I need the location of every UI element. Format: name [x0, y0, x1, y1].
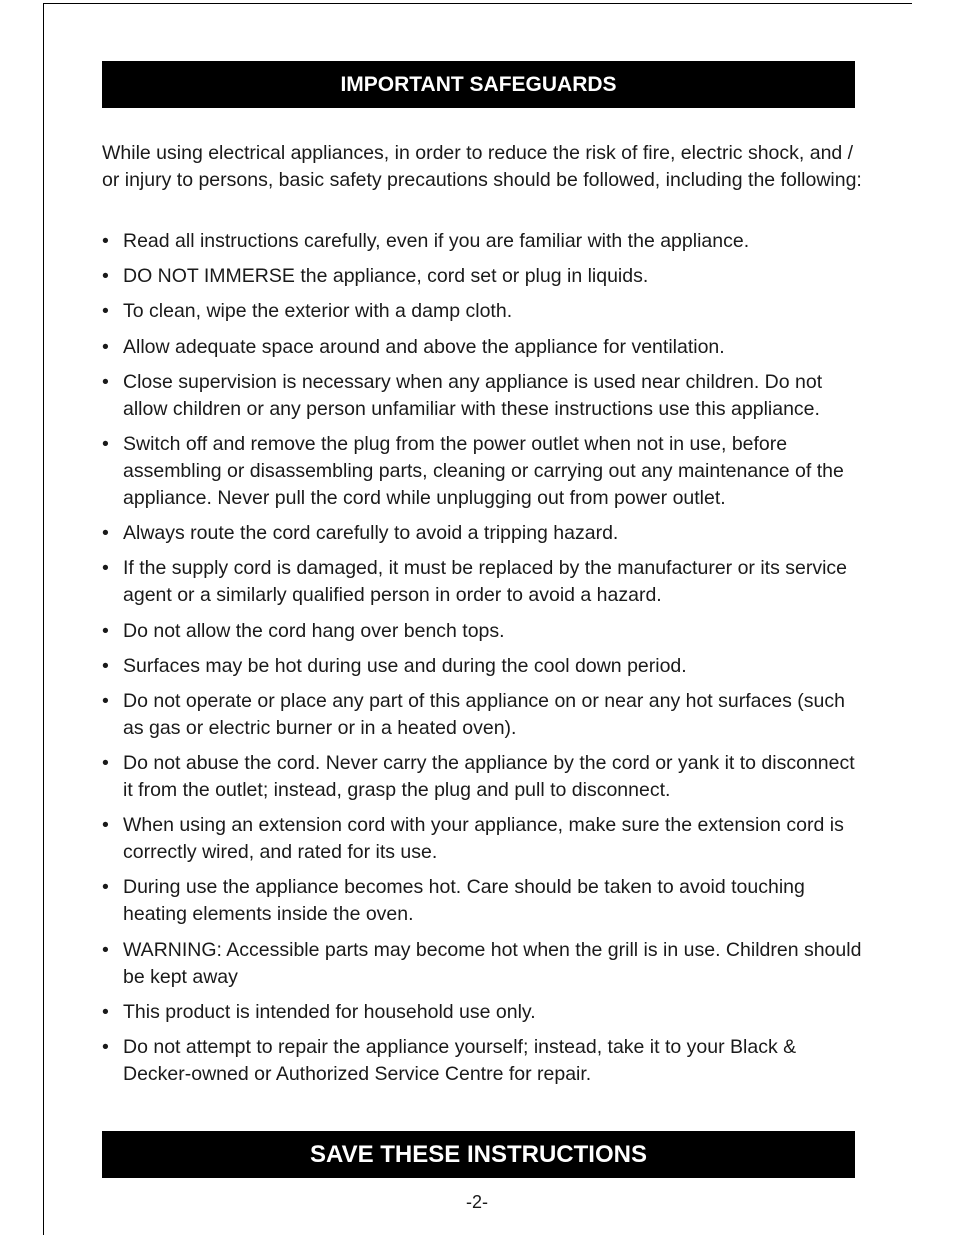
- list-item-text: When using an extension cord with your appliance, make sure the extension cord is correctly wired, and rated for its use.: [123, 814, 844, 864]
- list-item-text: To clean, wipe the exterior with a damp cloth.: [123, 300, 513, 323]
- section-title-banner: [102, 61, 855, 108]
- bullet-icon: •: [102, 814, 109, 837]
- bullet-icon: •: [102, 689, 109, 712]
- list-item: [102, 228, 862, 255]
- intro-paragraph: While using electrical appliances, in order to reduce the risk of fire, electric shock, and / or injury to persons, basic safety precautions should be followed, including the following:: [102, 142, 862, 191]
- bullet-icon: •: [102, 522, 109, 545]
- list-item: [102, 555, 862, 609]
- list-item: [102, 369, 862, 423]
- list-item-text: Do not abuse the cord. Never carry the appliance by the cord or yank it to disconnect it from the outlet; instead, grasp the plug and pull to disconnect.: [123, 752, 855, 802]
- bullet-icon: •: [102, 619, 109, 642]
- list-item-text: Do not operate or place any part of this appliance on or near any hot surfaces (such as gas or electric burner or in a heated oven).: [123, 689, 845, 739]
- list-item-text: WARNING: Accessible parts may become hot when the grill is in use. Children should be kept away: [123, 938, 862, 988]
- list-item: [102, 688, 862, 742]
- list-item: [102, 937, 862, 991]
- bullet-icon: •: [102, 432, 109, 455]
- list-item-text: Read all instructions carefully, even if you are familiar with the appliance.: [123, 230, 750, 252]
- bullet-icon: •: [102, 265, 109, 288]
- list-item-text: Surfaces may be hot during use and during the cool down period.: [123, 654, 687, 677]
- save-instructions-text: SAVE THESE INSTRUCTIONS: [310, 1140, 647, 1168]
- bullet-icon: •: [102, 1036, 109, 1058]
- section-title: IMPORTANT SAFEGUARDS: [340, 72, 617, 96]
- list-item: [102, 1034, 862, 1088]
- safeguards-list: [102, 228, 862, 1096]
- list-item: [102, 298, 862, 325]
- list-item-text: This product is intended for household use only.: [123, 1000, 536, 1023]
- bullet-icon: •: [102, 557, 109, 580]
- list-item: [102, 618, 862, 645]
- list-item: [102, 653, 862, 680]
- list-item-text: If the supply cord is damaged, it must be replaced by the manufacturer or its service agent or a similarly qualified person in order to avoid a hazard.: [123, 557, 848, 607]
- list-item: [102, 999, 862, 1026]
- list-item-text: DO NOT IMMERSE the appliance, cord set or plug in liquids.: [123, 265, 649, 288]
- bullet-icon: •: [102, 938, 109, 961]
- list-item: [102, 431, 862, 512]
- list-item-text: Switch off and remove the plug from the power outlet when not in use, before assembling or disassembling parts, cleaning or carrying out any maintenance of the appliance. Never pull the cord while unplugging out from power outlet.: [123, 432, 844, 509]
- bullet-icon: •: [102, 300, 109, 323]
- save-instructions-banner: [102, 1131, 855, 1178]
- list-item: [102, 750, 862, 804]
- page-number: -2-: [466, 1192, 488, 1212]
- list-item: [102, 874, 862, 928]
- list-item: [102, 263, 862, 290]
- bullet-icon: •: [102, 654, 109, 677]
- bullet-icon: •: [102, 230, 109, 252]
- list-item-text: During use the appliance becomes hot. Care should be taken to avoid touching heating elements inside the oven.: [123, 876, 805, 926]
- bullet-icon: •: [102, 335, 109, 358]
- crop-mark-left: [43, 3, 44, 1235]
- list-item-text: Close supervision is necessary when any appliance is used near children. Do not allow children or any person unfamiliar with these instructions use this appliance.: [123, 370, 823, 420]
- list-item: [102, 334, 862, 361]
- crop-mark-top: [43, 3, 912, 4]
- list-item: [102, 520, 862, 547]
- bullet-icon: •: [102, 752, 109, 775]
- list-item-text: Do not attempt to repair the appliance yourself; instead, take it to your Black & Decker-owned or Authorized Service Centre for repair.: [123, 1036, 797, 1085]
- bullet-icon: •: [102, 876, 109, 899]
- list-item-text: Allow adequate space around and above the appliance for ventilation.: [123, 335, 725, 358]
- bullet-icon: •: [102, 370, 109, 393]
- list-item-text: Do not allow the cord hang over bench tops.: [123, 619, 505, 642]
- list-item: [102, 812, 862, 866]
- bullet-icon: •: [102, 1000, 109, 1023]
- list-item-text: Always route the cord carefully to avoid a tripping hazard.: [123, 522, 619, 545]
